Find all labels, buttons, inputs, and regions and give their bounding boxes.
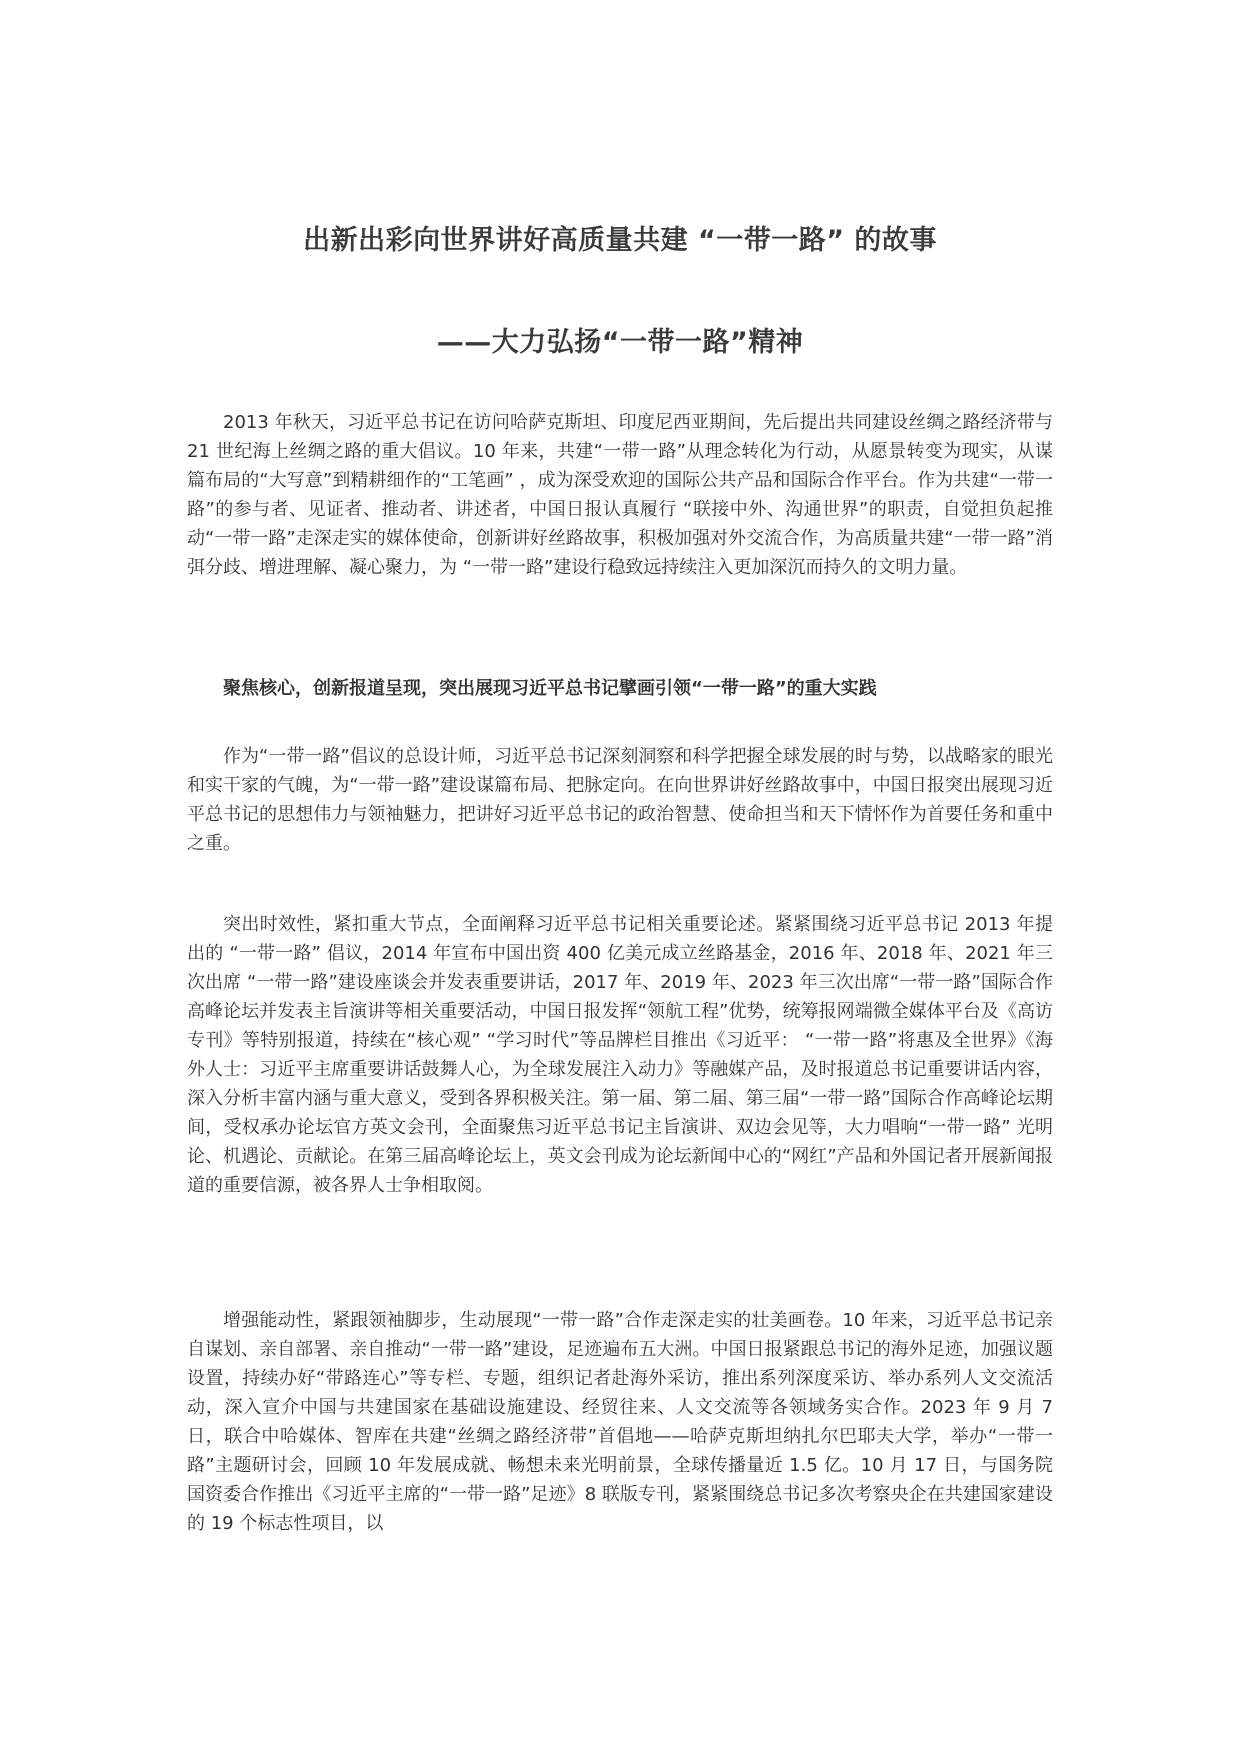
- intro-paragraph: 2013 年秋天，习近平总书记在访问哈萨克斯坦、印度尼西亚期间，先后提出共同建设丝绸之路经济带与 21 世纪海上丝绸之路的重大倡议。10 年来，共建“一带一路”从理念转化为行动，从愿景转变为现实，从谋篇布局的“大写意”到精耕细作的“工笔画” ，成为深受欢迎的国际公共产品和国际合作平台。作为共建“一带一路”的参与者、见证者、推动者、讲述者，中国日报认真履行 “联接中外、沟通世界”的职责，自觉担负起推动“一带一路”走深走实的媒体使命，创新讲好丝路故事，积极加强对外交流合作，为高质量共建“一带一路”消弭分歧、增进理解、凝心聚力，为 “一带一路”建设行稳致远持续注入更加深沉而持久的文明力量。: [187, 412, 1053, 578]
- body-paragraph: 突出时效性，紧扣重大节点，全面阐释习近平总书记相关重要论述。紧紧围绕习近平总书记 2013 年提出的 “一带一路” 倡议，2014 年宣布中国出资 400 亿美元成立丝路基金，2016 年、2018 年、2021 年三次出席 “一带一路”建设座谈会并发表重要讲话，2017 年、2019 年、2023 年三次出席“一带一路”国际合作高峰论坛并发表主旨演讲等相关重要活动，中国日报发挥“领航工程”优势，统筹报网端微全媒体平台及《高访专刊》等特别报道，持续在“核心观” “学习时代”等品牌栏目推出《习近平： “一带一路”将惠及全世界》《海外人士：习近平主席重要讲话鼓舞人心，为全球发展注入动力》等融媒产品，及时报道总书记重要讲话内容，深入分析丰富内涵与重大意义，受到各界积极关注。第一届、第二届、第三届“一带一路”国际合作高峰论坛期间，受权承办论坛官方英文会刊，全面聚焦习近平总书记主旨演讲、双边会见等，大力唱响“一带一路” 光明论、机遇论、贡献论。在第三届高峰论坛上，英文会刊成为论坛新闻中心的“网红”产品和外国记者开展新闻报道的重要信源，被各界人士争相取阅。: [187, 914, 1053, 1196]
- body-paragraph: 增强能动性，紧跟领袖脚步，生动展现“一带一路”合作走深走实的壮美画卷。10 年来，习近平总书记亲自谋划、亲自部署、亲自推动“一带一路”建设，足迹遍布五大洲。中国日报紧跟总书记的海外足迹，加强议题设置，持续办好“带路连心”等专栏、专题，组织记者赴海外采访，推出系列深度采访、举办系列人文交流活动，深入宣介中国与共建国家在基础设施建设、经贸往来、人文交流等各领域务实合作。2023 年 9 月 7 日，联合中哈媒体、智库在共建“丝绸之路经济带”首倡地——哈萨克斯坦纳扎尔巴耶夫大学，举办“一带一路”主题研讨会，回顾 10 年发展成就、畅想未来光明前景，全球传播量近 1.5 亿。10 月 17 日，与国务院国资委合作推出《习近平主席的“一带一路”足迹》8 联版专刊，紧紧围绕总书记多次考察央企在共建国家建设的 19 个标志性项目，以: [187, 1310, 1053, 1534]
- document-title: 出新出彩向世界讲好高质量共建 “一带一路” 的故事: [303, 225, 937, 256]
- body-paragraph: 作为“一带一路”倡议的总设计师，习近平总书记深刻洞察和科学把握全球发展的时与势，以战略家的眼光和实干家的气魄，为“一带一路”建设谋篇布局、把脉定向。在向世界讲好丝路故事中，中国日报突出展现习近平总书记的思想伟力与领袖魅力，把讲好习近平总书记的政治智慧、使命担当和天下情怀作为首要任务和重中之重。: [187, 746, 1053, 854]
- document-subtitle: ——大力弘扬“一带一路”精神: [436, 327, 804, 358]
- section-heading: 聚焦核心，创新报道呈现，突出展现习近平总书记擘画引领“一带一路”的重大实践: [223, 678, 877, 699]
